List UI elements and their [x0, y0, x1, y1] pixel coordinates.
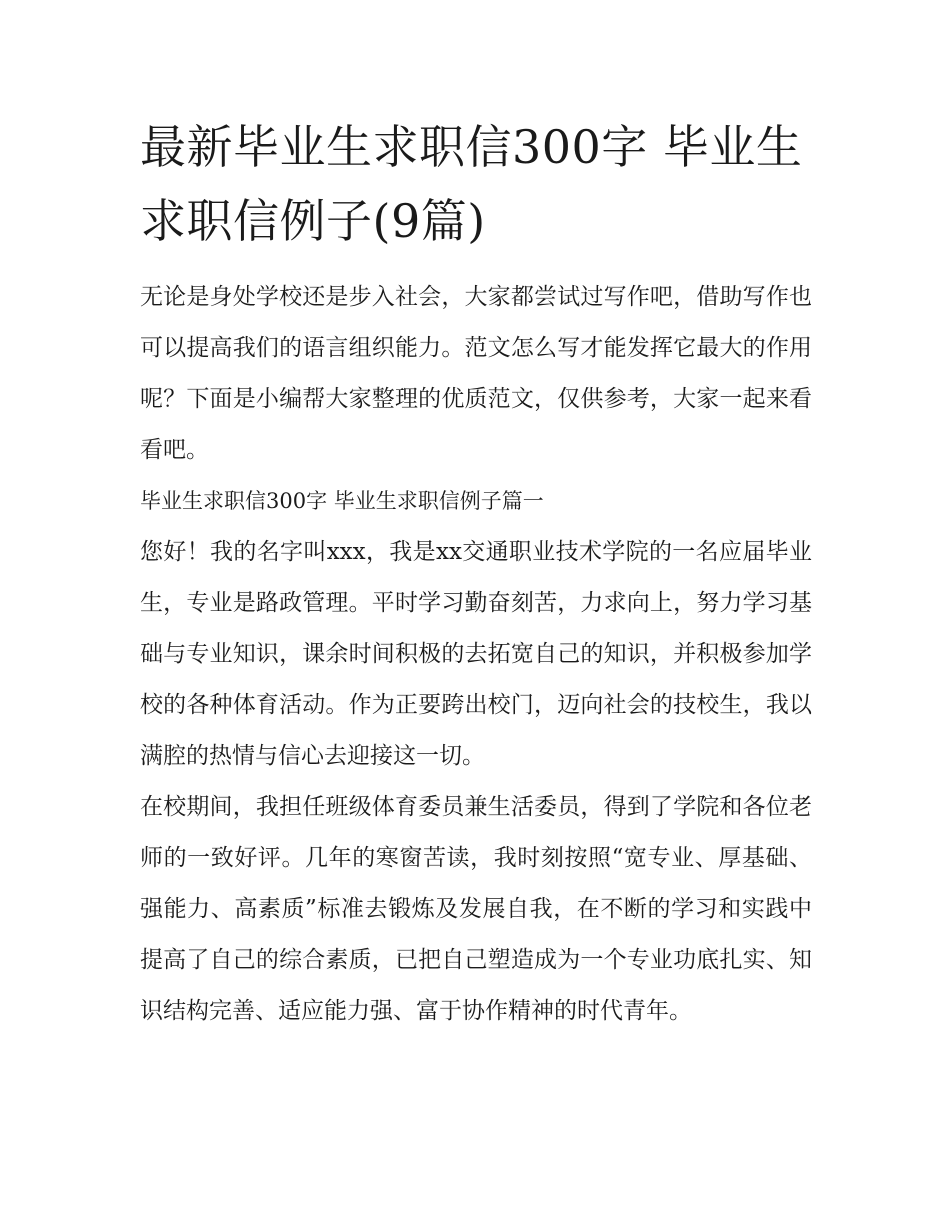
body-paragraph-1: 您好！我的名字叫xxx，我是xx交通职业技术学院的一名应届毕业生，专业是路政管理。平时学习勤奋刻苦，力求向上，努力学习基础与专业知识，课余时间积极的去拓宽自己的知识，并积极参加学校的各种体育活动。作为正要跨出校门，迈向社会的技校生，我以满腔的热情与信心去迎接这一切。 [140, 539, 812, 769]
document-title: 最新毕业生求职信300字 毕业生求职信例子(9篇) [140, 120, 803, 248]
section-heading: 毕业生求职信300字 毕业生求职信例子篇一 [140, 489, 544, 513]
document-page [140, 110, 812, 1037]
intro-paragraph: 无论是身处学校还是步入社会，大家都尝试过写作吧，借助写作也可以提高我们的语言组织能力。范文怎么写才能发挥它最大的作用呢？下面是小编帮大家整理的优质范文，仅供参考，大家一起来看看吧。 [140, 284, 812, 463]
body-paragraph-2: 在校期间，我担任班级体育委员兼生活委员，得到了学院和各位老师的一致好评。几年的寒窗苦读，我时刻按照“宽专业、厚基础、强能力、高素质”标准去锻炼及发展自我，在不断的学习和实践中提高了自己的综合素质，已把自己塑造成为一个专业功底扎实、知识结构完善、适应能力强、富于协作精神的时代青年。 [140, 794, 812, 1024]
